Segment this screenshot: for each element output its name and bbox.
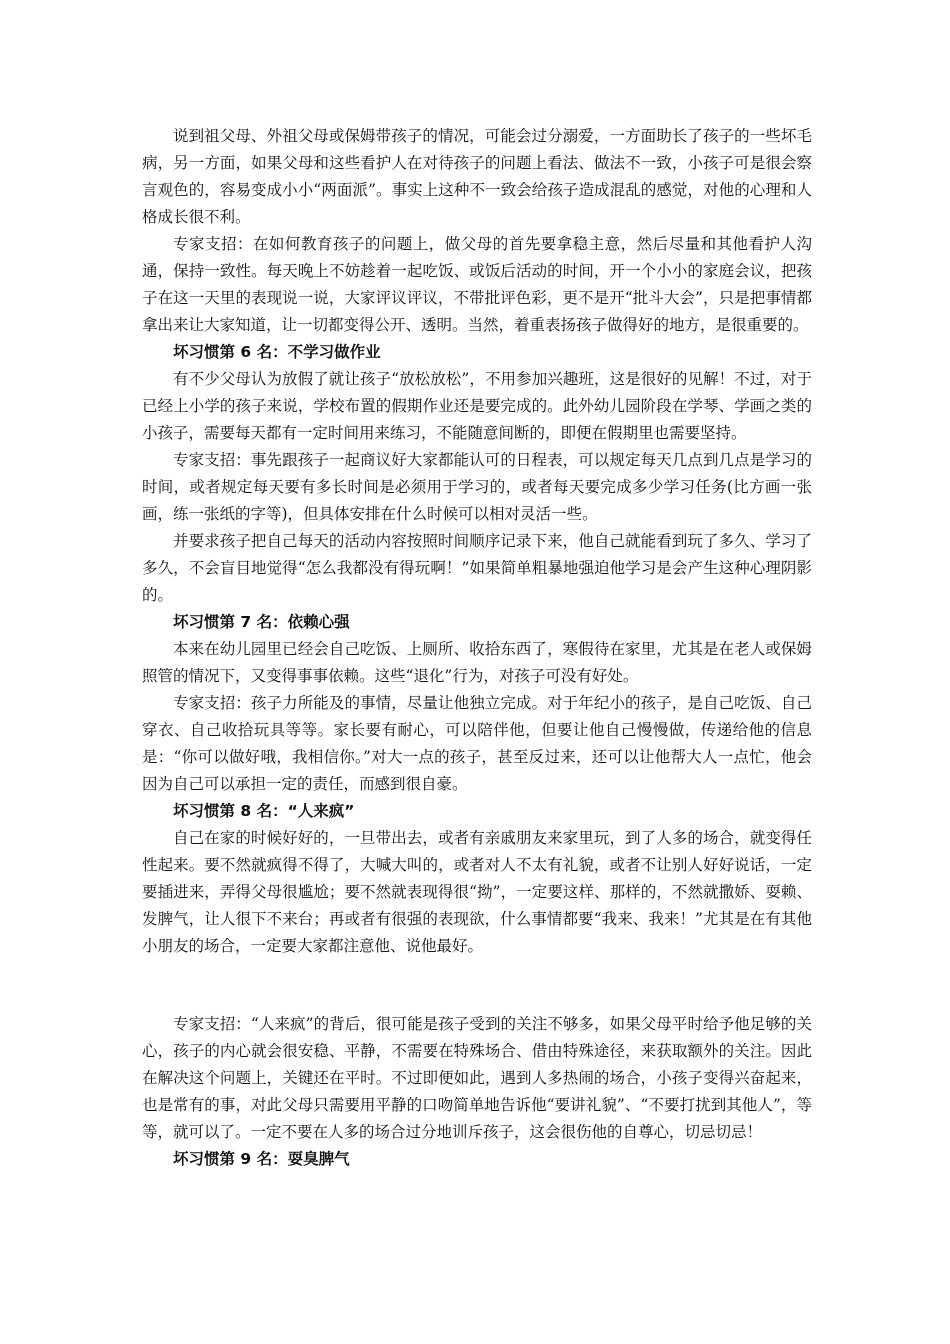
heading-habit-7: 坏习惯第 7 名：依赖心强	[173, 613, 350, 631]
heading-habit-9: 坏习惯第 9 名：耍臭脾气	[173, 1150, 350, 1168]
heading-habit-8: 坏习惯第 8 名：“人来疯”	[173, 802, 355, 820]
paragraph-record-activities: 并要求孩子把自己每天的活动内容按照时间顺序记录下来，他自己就能看到玩了多久、学习了多久，不会盲目地觉得“怎么我都没有得玩啊！”如果简单粗暴地强迫他学习是会产生这种心理阴影的。	[142, 532, 812, 604]
paragraph-expert-tip-consistency: 专家支招：在如何教育孩子的问题上，做父母的首先要拿稳主意，然后尽量和其他看护人沟通，保持一致性。每天晚上不妨趁着一起吃饭、或饭后活动的时间，开一个小小的家庭会议，把孩子在这一天里的表现说一说，大家评议评议，不带批评色彩，更不是开“批斗大会”，只是把事情都拿出来让大家知道，让一切都变得公开、透明。当然，着重表扬孩子做得好的地方，是很重要的。	[142, 235, 812, 334]
paragraph-grandparents: 说到祖父母、外祖父母或保姆带孩子的情况，可能会过分溺爱，一方面助长了孩子的一些坏毛病，另一方面，如果父母和这些看护人在对待孩子的问题上看法、做法不一致，小孩子可是很会察言观色的，容易变成小小“两面派”。事实上这种不一致会给孩子造成混乱的感觉，对他的心理和人格成长很不利。	[142, 127, 812, 226]
text-block-upper	[142, 123, 812, 960]
paragraph-homework: 有不少父母认为放假了就让孩子“放松放松”，不用参加兴趣班，这是很好的见解！不过，对于已经上小学的孩子来说，学校布置的假期作业还是要完成的。此外幼儿园阶段在学琴、学画之类的小孩子，需要每天都有一定时间用来练习，不能随意间断的，即便在假期里也需要坚持。	[142, 370, 812, 442]
paragraph-expert-tip-attention: 专家支招：“人来疯”的背后，很可能是孩子受到的关注不够多，如果父母平时给予他足够的关心，孩子的内心就会很安稳、平静，不需要在特殊场合、借由特殊途径，来获取额外的关注。因此在解决这个问题上，关键还在平时。不过即便如此，遇到人多热闹的场合，小孩子变得兴奋起来，也是常有的事，对此父母只需要用平静的口吻简单地告诉他“要讲礼貌”、“不要打扰到其他人”，等等，就可以了。一定不要在人多的场合过分地训斥孩子，这会很伤他的自尊心，切忌切忌！	[142, 1015, 812, 1141]
heading-habit-6: 坏习惯第 6 名：不学习做作业	[173, 343, 381, 361]
paragraph-expert-tip-schedule: 专家支招：事先跟孩子一起商议好大家都能认可的日程表，可以规定每天几点到几点是学习的时间，或者规定每天要有多长时间是必须用于学习的，或者每天要完成多少学习任务(比方画一张画，练一张纸的字等)，但具体安排在什么时候可以相对灵活一些。	[142, 451, 812, 523]
paragraph-dependence: 本来在幼儿园里已经会自己吃饭、上厕所、收拾东西了，寒假待在家里，尤其是在老人或保姆照管的情况下，又变得事事依赖。这些“退化”行为，对孩子可没有好处。	[142, 640, 812, 685]
text-block-lower	[142, 1011, 812, 1173]
paragraph-expert-tip-independence: 专家支招：孩子力所能及的事情，尽量让他独立完成。对于年纪小的孩子，是自己吃饭、自己穿衣、自己收拾玩具等等。家长要有耐心，可以陪伴他，但要让他自己慢慢做，传递给他的信息是：“你可以做好哦，我相信你。”对大一点的孩子，甚至反过来，还可以让他帮大人一点忙，他会因为自己可以承担一定的责任，而感到很自豪。	[142, 694, 812, 793]
paragraph-crowd-excitement: 自己在家的时候好好的，一旦带出去，或者有亲戚朋友来家里玩，到了人多的场合，就变得任性起来。要不然就疯得不得了，大喊大叫的，或者对人不太有礼貌，或者不让别人好好说话，一定要插进来，弄得父母很尴尬；要不然就表现得很“拗”，一定要这样、那样的，不然就撒娇、耍赖、发脾气，让人很下不来台；再或者有很强的表现欲，什么事情都要“我来、我来！”尤其是在有其他小朋友的场合，一定要大家都注意他、说他最好。	[142, 829, 812, 955]
